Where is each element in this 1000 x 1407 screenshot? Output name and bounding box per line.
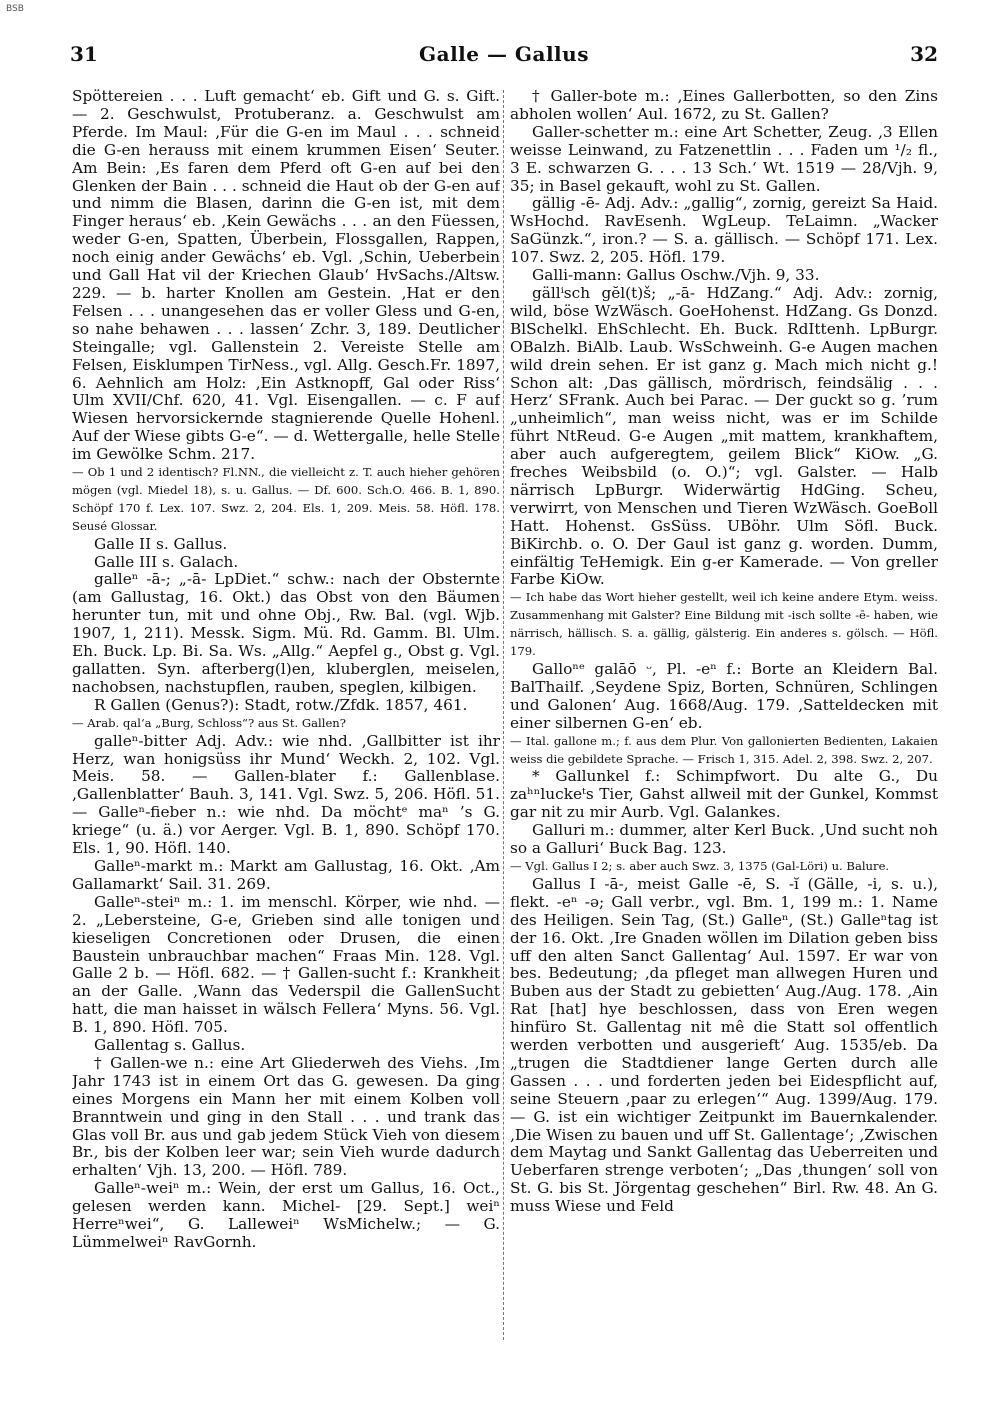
left-column bbox=[72, 88, 500, 1348]
dictionary-entry: R Gallen (Genus?): Stadt, rotw./Zfdk. 1857, 461. bbox=[94, 695, 468, 714]
library-stamp: BSB bbox=[6, 4, 24, 14]
dictionary-entry: Galli-mann: Gallus Oschw./Vjh. 9, 33. bbox=[532, 266, 820, 285]
dictionary-entry: Galluri m.: dummer, alter Kerl Buck. ‚Und sucht noh so a Galluri‘ Buck Bag. 123. bbox=[510, 821, 938, 858]
page-number-left: 31 bbox=[70, 42, 98, 66]
dictionary-entry: Galleⁿ-weiⁿ m.: Wein, der erst um Gallus, 16. Oct., gelesen werden kann. Michel- [29. Sept.] weiⁿ Herreⁿwei“, G. Lalleweiⁿ WsMichelw.; — G. Lümmelweiⁿ RavGornh. bbox=[72, 1179, 500, 1251]
dictionary-entry: Galleⁿ-markt m.: Markt am Gallustag, 16. Okt. ‚Am Gallamarkt‘ Sail. 31. 269. bbox=[72, 856, 500, 893]
dictionary-note: — Vgl. Gallus I 2; s. aber auch Swz. 3, 1375 (Gal-Löri) u. Balure. bbox=[510, 858, 890, 873]
dictionary-entry: * Gallunkel f.: Schimpfwort. Du alte G., Du zaʰⁿluckeᵗs Tier, Gahst allweil mit der Gunkel, Kommst gar nit zu mir Aurb. Vgl. Galankes. bbox=[510, 767, 938, 822]
dictionary-entry: Gallentag s. Gallus. bbox=[94, 1036, 246, 1055]
dictionary-entry: † Gallen-we n.: eine Art Gliederweh des Viehs. ‚Im Jahr 1743 ist in einem Ort das G. gewesen. Da ging eines Morgens ein Mann her mit einem Kolben voll Branntwein und ging in den Stall . . . und trank das Glas voll Br. aus und gab jedem Stück Vieh von diesem Br., bis der Kolben leer war; sein Vieh wurde dadurch erhalten‘ Vjh. 13, 200. — Höfl. 789. bbox=[72, 1053, 500, 1180]
dictionary-entry: Galle III s. Galach. bbox=[94, 552, 239, 571]
dictionary-entry: Galloⁿᵉ galāō ᵕ, Pl. -eⁿ f.: Borte an Kleidern Bal. BalThailf. ‚Seydene Spiz, Borten, Schnüren, Schlingen und Galonen‘ Aug. 1668/Aug. 179. ‚Satteldecken mit einer silbernen G-en‘ eb. bbox=[510, 660, 938, 732]
dictionary-entry: gällⁱsch gĕl(t)š; „-ā- HdZang.“ Adj. Adv.: zornig, wild, böse WzWäsch. GoeHohenst. HdZang. Gs Donzd. BlSchelkl. EhSchlecht. Eh. Buck. RdIttenh. LpBurgr. OBalzh. BiAlb. Laub. WsSchweinh. G-e Augen machen wild drein sehen. Er ist ganz g. Mach mich nicht g.! Schon alt: ‚Das gällisch, mördrisch, feindsälig . . . Herz‘ SFrank. Auch bei Parac. — Der guckt so g. ’rum „unheimlich“, man weiss nicht, was er im Schilde führt NtReud. G-e Augen „mit mattem, krankhaftem, aber auch aufgeregtem, geilem Blick“ KiOw. „G. freches Weibsbild (o. O.)“; vgl. Galster. — Halb närrisch LpBurgr. Widerwärtig HdGing. Scheu, verwirrt, von Menschen und Tieren WzWäsch. GoeBoll Hatt. Hohenst. GsSüss. UBöhr. Ulm Söfl. Buck. BiKirchb. o. O. Der Gaul ist ganz g. worden. Dumm, einfältig TeHemigk. Ein g-er Kamerade. — Von greller Farbe KiOw. bbox=[510, 283, 938, 589]
dictionary-entry: Galleⁿ-steiⁿ m.: 1. im menschl. Körper, wie nhd. — 2. „Lebersteine, G-e, Grieben sind alle tonigen und kieseligen Concretionen oder Drusen, die einen Baustein unbrauchbar machen“ Fraas Min. 128. Vgl. Galle 2 b. — Höfl. 682. — † Gallen-sucht f.: Krankheit an der Galle. ‚Wann das Vederspil die GallenSucht hatt, die man haisset in wälsch Fellera‘ Myns. 56. Vgl. B. 1, 890. Höfl. 705. bbox=[72, 892, 500, 1037]
dictionary-note: — Ital. gallone m.; f. aus dem Plur. Von gallonierten Bedienten, Lakaien weiss die gebildete Sprache. — Frisch 1, 315. Adel. 2, 398. Swz. 2, 207. bbox=[510, 733, 938, 766]
dictionary-note: — Ob 1 und 2 identisch? Fl.NN., die vielleicht z. T. auch hieher gehören mögen (vgl. Miedel 18), s. u. Gallus. — Df. 600. Sch.O. 466. B. 1, 890. Schöpf 170 f. Lex. 107. Swz. 2, 204. Els. 1, 209. Meis. 58. Höfl. 178. Seusé Glossar. bbox=[72, 465, 500, 533]
dictionary-entry: galleⁿ -ā-; „-ā- LpDiet.“ schw.: nach der Obsternte (am Gallustag, 16. Okt.) das Obst von den Bäumen herunter tun, mit und ohne Obj., Rw. Bal. (vgl. Wjb. 1907, 1, 211). Messk. Sigm. Mü. Rd. Gamm. Bl. Ulm. Eh. Buck. Lp. Bi. Sa. Ws. „Allg.“ Aepfel g., Obst g. Vgl. gallatten. Syn. afterberg(l)en, kluberglen, meiselen, nachobsen, nachstupflen, rauben, speglen, kilbigen. bbox=[72, 570, 500, 696]
page-header bbox=[70, 42, 938, 72]
dictionary-entry: Gallus I -ā-, meist Galle -ē, S. -ĭ (Gälle, -i, s. u.), flekt. -eⁿ -ə; Gall verbr., vgl. Bm. 1, 199 m.: 1. Name des Heiligen. Sein Tag, (St.) Galleⁿ, (St.) Galleⁿtag ist der 16. Okt. ‚Ire Gnaden wöllen im Dilation geben biss uff den alten Sanct Gallentag‘ Aul. 1597. Er war von bes. Bedeutung; ‚da pfleget man allwegen Huren und Buben aus der Stadt zu gebietten‘ Aug./Aug. 178. ‚Ain Rat [hat] hye beschlossen, dass von Eren wegen hinfüro St. Gallentag nit mê die Statt sol offentlich werden verbotten und ausgerieft‘ Aug. 1535/eb. Da „trugen die Stadtdiener lange Gerten durch alle Gassen . . . und forderten jeden bei Eidespflicht auf, seine Steuern ‚paar zu erlegen‘“ Aug. 1399/Aug. 179. — G. ist ein wichtiger Zeitpunkt im Bauernkalender. ‚Die Wisen zu bauen und uff St. Gallentage‘; ‚Zwischen dem Maytag und Sankt Gallentag das Ueberreiten und Ueberfaren strenge verboten‘; „Das ‚thungen‘ soll von St. G. bis St. Jörgentag geschehen“ Birl. Rw. 48. An G. muss Wiese und Feld bbox=[510, 874, 938, 1216]
dictionary-entry: Galle II s. Gallus. bbox=[94, 534, 228, 553]
dictionary-note: — Ich habe das Wort hieher gestellt, weil ich keine andere Etym. weiss. Zusammenhang mit Galster? Eine Bildung mit -isch sollte -ē- haben, wie närrisch, hällisch. S. a. gällig, gälsterig. Ein anderes s. gölsch. — Höfl. 179. bbox=[510, 590, 938, 659]
dictionary-entry: Galler-schetter m.: eine Art Schetter, Zeug. ‚3 Ellen weisse Leinwand, zu Fatzenettlin . . . Faden um ¹/₂ fl., 3 E. schwarzen G. . . . 13 Sch.‘ Wt. 1519 — 28/Vjh. 9, 35; in Basel gekauft, wohl zu St. Gallen. bbox=[510, 122, 938, 195]
dictionary-note: — Arab. qal‘a „Burg, Schloss“? aus St. Gallen? bbox=[72, 715, 346, 730]
right-column bbox=[510, 88, 938, 1348]
page-number-right: 32 bbox=[910, 42, 938, 66]
dictionary-entry: gällig -ē- Adj. Adv.: „gallig“, zornig, gereizt Sa Haid. WsHochd. RavEsenh. WgLeup. TeLaimn. „Wacker SaGünzk.“, iron.? — S. a. gällisch. — Schöpf 171. Lex. 107. Swz. 2, 205. Höfl. 179. bbox=[510, 194, 938, 267]
dictionary-entry: † Galler-bote m.: ‚Eines Gallerbotten, so den Zins abholen wollen‘ Aul. 1672, zu St. Gallen? bbox=[510, 88, 938, 123]
running-title: Galle — Gallus bbox=[419, 42, 589, 66]
dictionary-entry: galleⁿ-bitter Adj. Adv.: wie nhd. ‚Gallbitter ist ihr Herz, wan honigsüss ihr Mund‘ Weckh. 2, 102. Vgl. Meis. 58. — Gallen-blater f.: Gallenblase. ‚Gallenblatter‘ Bauh. 3, 141. Vgl. Swz. 5, 206. Höfl. 51. — Galleⁿ-fieber n.: wie nhd. Da möchtᵉ maⁿ ’s G. kriege“ (u. ä.) vor Aerger. Vgl. B. 1, 890. Schöpf 170. Els. 1, 90. Höfl. 140. bbox=[72, 731, 500, 858]
dictionary-entry: Spöttereien . . . Luft gemacht‘ eb. Gift und G. s. Gift. — 2. Geschwulst, Protuberanz. a. Geschwulst am Pferde. Im Maul: ‚Für die G-en im Maul . . . schneid die G-en herauss mit einem krummen Eisen‘ Seuter. Am Bein: ‚Es faren dem Pferd oft G-en auf bei den Glenken der Bain . . . schneid die Haut ob der G-en auf und nimm die Blasen, darinn die G-en ist, mit dem Finger heraus‘ eb. ‚Kein Gewächs . . . an den Füessen, weder G-en, Spatten, Überbein, Flossgallen, Rappen, noch einig ander Gewächs‘ eb. Vgl. ‚Schin, Ueberbein und Gall Hat vil der Kriechen Glaub‘ HvSachs./Altsw. 229. — b. harter Knollen am Gestein. ‚Hat er den Felsen . . . unangesehen das er voller Gless und G-en, so nahe behawen . . . lassen‘ Zchr. 3, 189. Deutlicher Steingalle; vgl. Gallenstein 2. Vereiste Stelle am Felsen, Eisklumpen TirNess., vgl. Allg. Gesch.Fr. 1897, 6. Aehnlich am Holz: ‚Ein Astknopff, Gal oder Riss‘ Ulm XVII/Chf. 620, 41. Vgl. Eisengallen. — c. F auf Wiesen hervorsickernde stagnierende Quelle Hohenl. Auf der Wiese gibts G-e“. — d. Wettergalle, helle Stelle im Gewölke Schm. 217. bbox=[72, 88, 500, 464]
column-divider bbox=[503, 90, 504, 1340]
